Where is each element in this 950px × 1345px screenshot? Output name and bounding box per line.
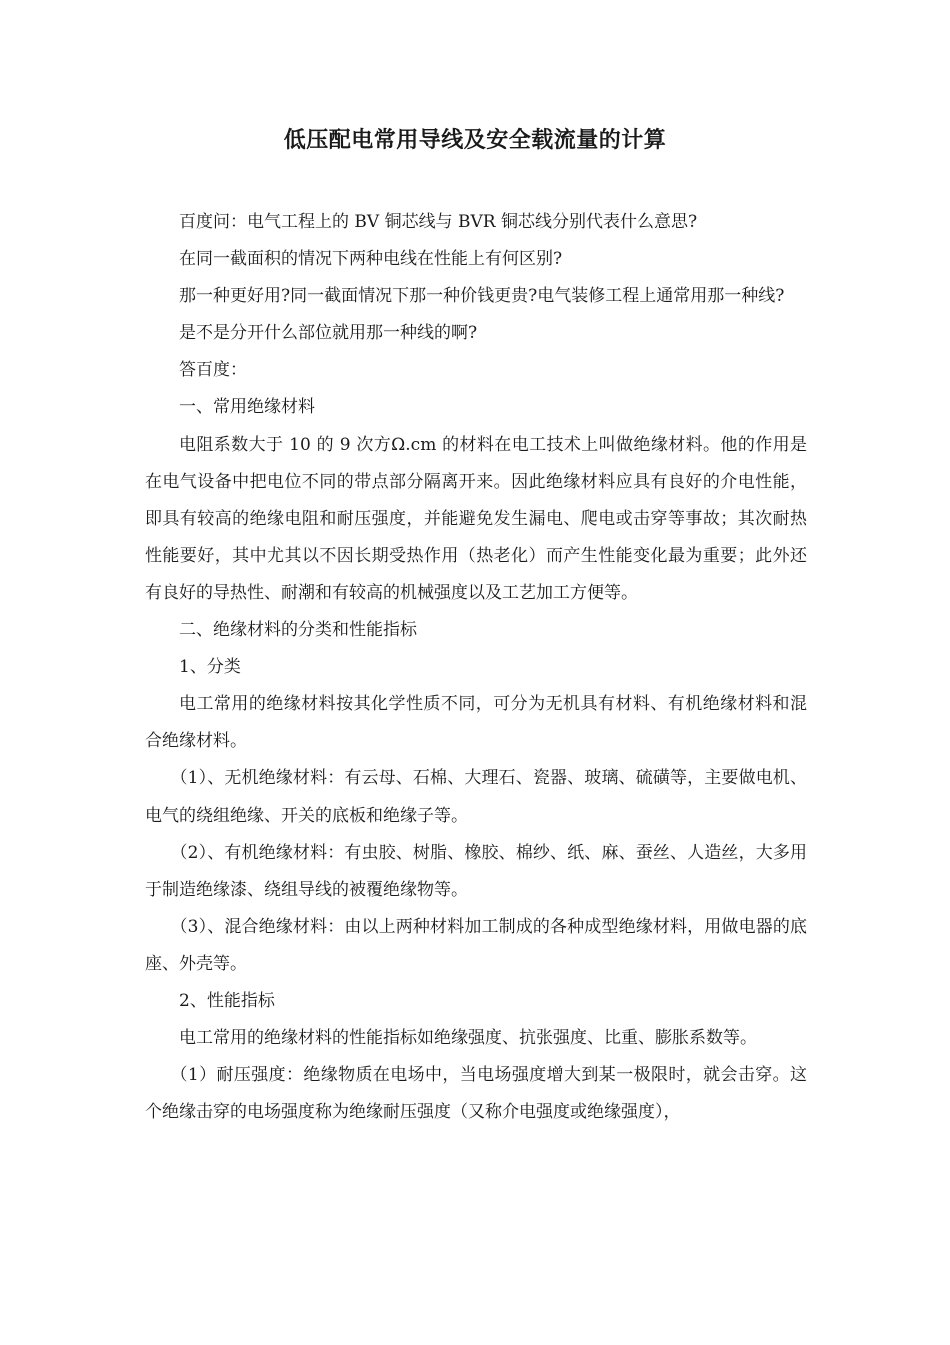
subsection-heading-classification: 1、分类 <box>179 657 241 678</box>
paragraph-classification-intro: 电工常用的绝缘材料按其化学性质不同，可分为无机具有材料、有机绝缘材料和混合绝缘材料。 <box>145 694 807 752</box>
subsection-heading-performance: 2、性能指标 <box>179 990 275 1011</box>
paragraph-insulation-definition: 电阻系数大于 10 的 9 次方Ω.cm 的材料在电工技术上叫做绝缘材料。他的作用是在电气设备中把电位不同的带点部分隔离开来。因此绝缘材料应具有良好的介电性能，即具有较高的绝缘电阻和耐压强度，并能避免发生漏电、爬电或击穿等事故；其次耐热性能要好，其中尤其以不因长期受热作用（热老化）而产生性能变化最为重要；此外还有良好的导热性、耐潮和有较高的机械强度以及工艺加工方便等。 <box>145 434 807 603</box>
paragraph-inorganic-materials: （1）、无机绝缘材料：有云母、石棉、大理石、瓷器、玻璃、硫磺等，主要做电机、电气的绕组绝缘、开关的底板和绝缘子等。 <box>145 768 807 826</box>
section-heading-insulation-materials: 一、常用绝缘材料 <box>179 397 315 418</box>
document-body <box>145 204 807 1131</box>
paragraph-performance-intro: 电工常用的绝缘材料的性能指标如绝缘强度、抗张强度、比重、膨胀系数等。 <box>179 1028 757 1049</box>
paragraph-mixed-materials: （3）、混合绝缘材料：由以上两种材料加工制成的各种成型绝缘材料，用做电器的底座、外壳等。 <box>145 916 807 974</box>
paragraph-answer-heading: 答百度： <box>179 360 247 381</box>
paragraph-question-location: 是不是分开什么部位就用那一种线的啊? <box>179 323 478 344</box>
paragraph-question-price: 那一种更好用?同一截面情况下那一种价钱更贵?电气装修工程上通常用那一种线? <box>179 286 785 307</box>
paragraph-question-difference: 在同一截面积的情况下两种电线在性能上有何区别? <box>179 249 563 270</box>
section-heading-classification-performance: 二、绝缘材料的分类和性能指标 <box>179 620 417 641</box>
paragraph-voltage-strength: （1）耐压强度：绝缘物质在电场中，当电场强度增大到某一极限时，就会击穿。这个绝缘击穿的电场强度称为绝缘耐压强度（又称介电强度或绝缘强度）， <box>145 1065 807 1123</box>
paragraph-question-bv-bvr: 百度问：电气工程上的 BV 铜芯线与 BVR 铜芯线分别代表什么意思? <box>179 212 698 232</box>
paragraph-organic-materials: （2）、有机绝缘材料：有虫胶、树脂、橡胶、棉纱、纸、麻、蚕丝、人造丝，大多用于制造绝缘漆、绕组导线的被覆绝缘物等。 <box>145 842 807 900</box>
document-title: 低压配电常用导线及安全载流量的计算 <box>283 127 667 153</box>
